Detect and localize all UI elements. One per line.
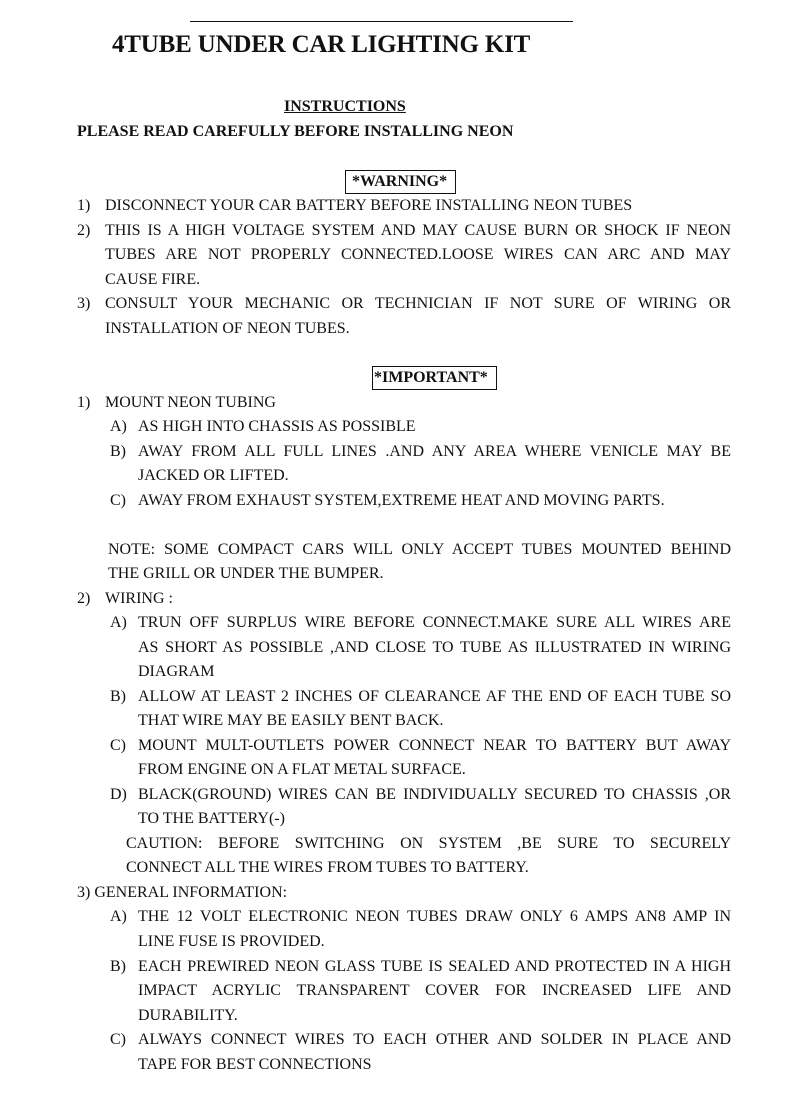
list-item-text: DURABILITY. [138, 1007, 238, 1024]
top-rule [190, 21, 573, 22]
section-heading: 3) GENERAL INFORMATION: [77, 884, 288, 901]
caution-text: CONNECT ALL THE WIRES FROM TUBES TO BATTERY. [126, 859, 529, 876]
list-item-text: AWAY FROM EXHAUST SYSTEM,EXTREME HEAT AND MOVING PARTS. [138, 492, 665, 509]
list-item-text: AWAY FROM ALL FULL LINES .AND ANY AREA WHERE VENICLE MAY BE [138, 443, 731, 460]
list-item-text: LINE FUSE IS PROVIDED. [138, 933, 325, 950]
list-item-text: EACH PREWIRED NEON GLASS TUBE IS SEALED AND PROTECTED IN A HIGH [138, 958, 731, 975]
list-item-text: TAPE FOR BEST CONNECTIONS [138, 1056, 372, 1073]
list-item-text: AS HIGH INTO CHASSIS AS POSSIBLE [138, 418, 416, 435]
list-item-text: AS SHORT AS POSSIBLE ,AND CLOSE TO TUBE AS ILLUSTRATED IN WIRING [138, 639, 731, 656]
section-heading: MOUNT NEON TUBING [105, 394, 276, 411]
section-number: 1) [77, 394, 91, 411]
list-item-letter: C) [110, 1031, 126, 1048]
warning-item-number: 1) [77, 197, 91, 214]
list-item-letter: B) [110, 443, 126, 460]
list-item-text: DIAGRAM [138, 663, 215, 680]
list-item-text: IMPACT ACRYLIC TRANSPARENT COVER FOR INCREASED LIFE AND [138, 982, 731, 999]
list-item-letter: A) [110, 418, 127, 435]
list-item-text: FROM ENGINE ON A FLAT METAL SURFACE. [138, 761, 466, 778]
document-title: 4TUBE UNDER CAR LIGHTING KIT [112, 31, 531, 58]
section-heading: WIRING : [105, 590, 173, 607]
list-item-text: TO THE BATTERY(-) [138, 810, 285, 827]
list-item-letter: C) [110, 737, 126, 754]
warning-item-number: 2) [77, 222, 91, 239]
list-item-letter: A) [110, 908, 127, 925]
warning-item-text: TUBES ARE NOT PROPERLY CONNECTED.LOOSE WIRES CAN ARC AND MAY [105, 246, 731, 263]
warning-label: *WARNING* [345, 170, 456, 194]
list-item-text: TRUN OFF SURPLUS WIRE BEFORE CONNECT.MAKE SURE ALL WIRES ARE [138, 614, 731, 631]
important-label: *IMPORTANT* [372, 366, 497, 390]
list-item-text: MOUNT MULT-OUTLETS POWER CONNECT NEAR TO BATTERY BUT AWAY [138, 737, 731, 754]
list-item-text: ALWAYS CONNECT WIRES TO EACH OTHER AND SOLDER IN PLACE AND [138, 1031, 731, 1048]
warning-item-number: 3) [77, 295, 91, 312]
warning-item-text: THIS IS A HIGH VOLTAGE SYSTEM AND MAY CAUSE BURN OR SHOCK IF NEON [105, 222, 731, 239]
instructions-heading: INSTRUCTIONS [284, 98, 406, 115]
list-item-text: THE 12 VOLT ELECTRONIC NEON TUBES DRAW ONLY 6 AMPS AN8 AMP IN [138, 908, 731, 925]
note-text: THE GRILL OR UNDER THE BUMPER. [108, 565, 384, 582]
warning-item-text: CONSULT YOUR MECHANIC OR TECHNICIAN IF NOT SURE OF WIRING OR [105, 295, 731, 312]
list-item-letter: A) [110, 614, 127, 631]
list-item-letter: C) [110, 492, 126, 509]
note-text: NOTE: SOME COMPACT CARS WILL ONLY ACCEPT TUBES MOUNTED BEHIND [108, 541, 731, 558]
list-item-letter: B) [110, 688, 126, 705]
warning-item-text: CAUSE FIRE. [105, 271, 201, 288]
list-item-text: ALLOW AT LEAST 2 INCHES OF CLEARANCE AF THE END OF EACH TUBE SO [138, 688, 731, 705]
list-item-letter: B) [110, 958, 126, 975]
list-item-text: BLACK(GROUND) WIRES CAN BE INDIVIDUALLY SECURED TO CHASSIS ,OR [138, 786, 731, 803]
list-item-text: THAT WIRE MAY BE EASILY BENT BACK. [138, 712, 444, 729]
warning-item-text: DISCONNECT YOUR CAR BATTERY BEFORE INSTALLING NEON TUBES [105, 197, 633, 214]
section-number: 2) [77, 590, 91, 607]
list-item-text: JACKED OR LIFTED. [138, 467, 289, 484]
read-carefully-notice: PLEASE READ CAREFULLY BEFORE INSTALLING NEON [77, 123, 514, 140]
list-item-letter: D) [110, 786, 127, 803]
caution-text: CAUTION: BEFORE SWITCHING ON SYSTEM ,BE SURE TO SECURELY [126, 835, 731, 852]
warning-item-text: INSTALLATION OF NEON TUBES. [105, 320, 350, 337]
